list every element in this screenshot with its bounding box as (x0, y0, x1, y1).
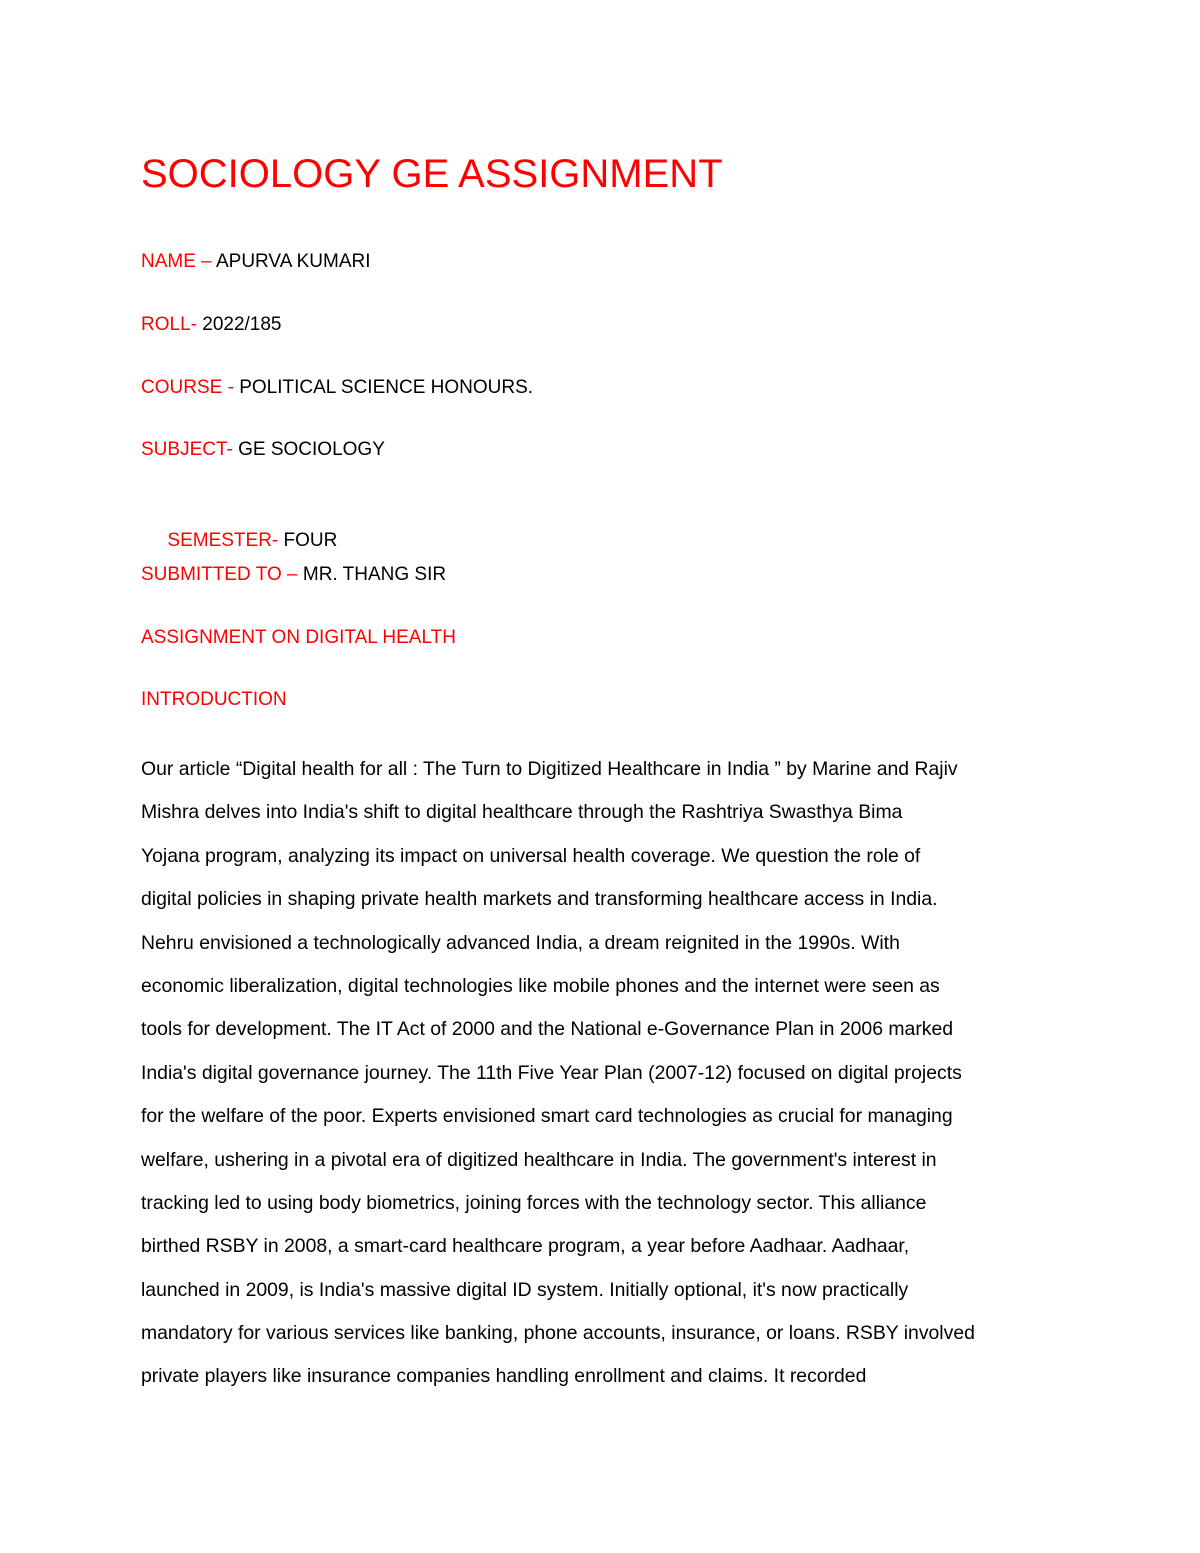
paragraph-line: digital policies in shaping private health markets and transforming healthcare access in India. (141, 888, 938, 911)
field-label: ROLL- (141, 314, 203, 335)
field-submitted-to (141, 561, 446, 589)
paragraph-line: birthed RSBY in 2008, a smart-card healthcare program, a year before Aadhaar. Aadhaar, (141, 1235, 910, 1258)
field-name (141, 248, 371, 276)
paragraph-line: Yojana program, analyzing its impact on universal health coverage. We question the role of (141, 844, 921, 867)
paragraph-line: Mishra delves into India's shift to digital healthcare through the Rashtriya Swasthya Bima (141, 801, 903, 824)
field-label: SEMESTER- (162, 530, 284, 551)
field-roll (141, 311, 282, 339)
field-value: FOUR (283, 530, 338, 551)
field-value: APURVA KUMARI (215, 251, 371, 272)
field-label: SUBMITTED TO – (141, 564, 303, 585)
document-title: SOCIOLOGY GE ASSIGNMENT (141, 152, 723, 196)
assignment-heading: ASSIGNMENT ON DIGITAL HEALTH (141, 627, 456, 648)
field-label: COURSE - (141, 377, 240, 398)
paragraph-line: India's digital governance journey. The 11th Five Year Plan (2007-12) focused on digital projects (141, 1061, 962, 1084)
field-label: SUBJECT- (141, 439, 239, 460)
field-label: NAME – (141, 251, 216, 272)
field-course (141, 374, 533, 402)
paragraph-line: Nehru envisioned a technologically advanced India, a dream reignited in the 1990s. With (141, 931, 900, 954)
field-value: GE SOCIOLOGY (238, 439, 385, 460)
section-heading: INTRODUCTION (141, 689, 287, 710)
paragraph-line: Our article “Digital health for all : The Turn to Digitized Healthcare in India ” by Marine and Rajiv (141, 758, 958, 780)
introduction-paragraph (141, 748, 1061, 1399)
paragraph-line: welfare, ushering in a pivotal era of digitized healthcare in India. The government's interest in (141, 1148, 937, 1171)
paragraph-line: tools for development. The IT Act of 2000 and the National e-Governance Plan in 2006 marked (141, 1018, 954, 1041)
paragraph-line: launched in 2009, is India's massive digital ID system. Initially optional, it's now practically (141, 1278, 909, 1301)
paragraph-line: private players like insurance companies handling enrollment and claims. It recorded (141, 1365, 867, 1388)
paragraph-line: tracking led to using body biometrics, joining forces with the technology sector. This alliance (141, 1191, 927, 1214)
field-subject (141, 436, 385, 464)
field-value: MR. THANG SIR (302, 564, 447, 585)
paragraph-line: for the welfare of the poor. Experts envisioned smart card technologies as crucial for managing (141, 1105, 953, 1128)
paragraph-line: mandatory for various services like banking, phone accounts, insurance, or loans. RSBY involved (141, 1322, 975, 1345)
field-value: POLITICAL SCIENCE HONOURS. (239, 377, 534, 398)
paragraph-line: economic liberalization, digital technologies like mobile phones and the internet were seen as (141, 974, 940, 997)
field-value: 2022/185 (202, 314, 282, 335)
